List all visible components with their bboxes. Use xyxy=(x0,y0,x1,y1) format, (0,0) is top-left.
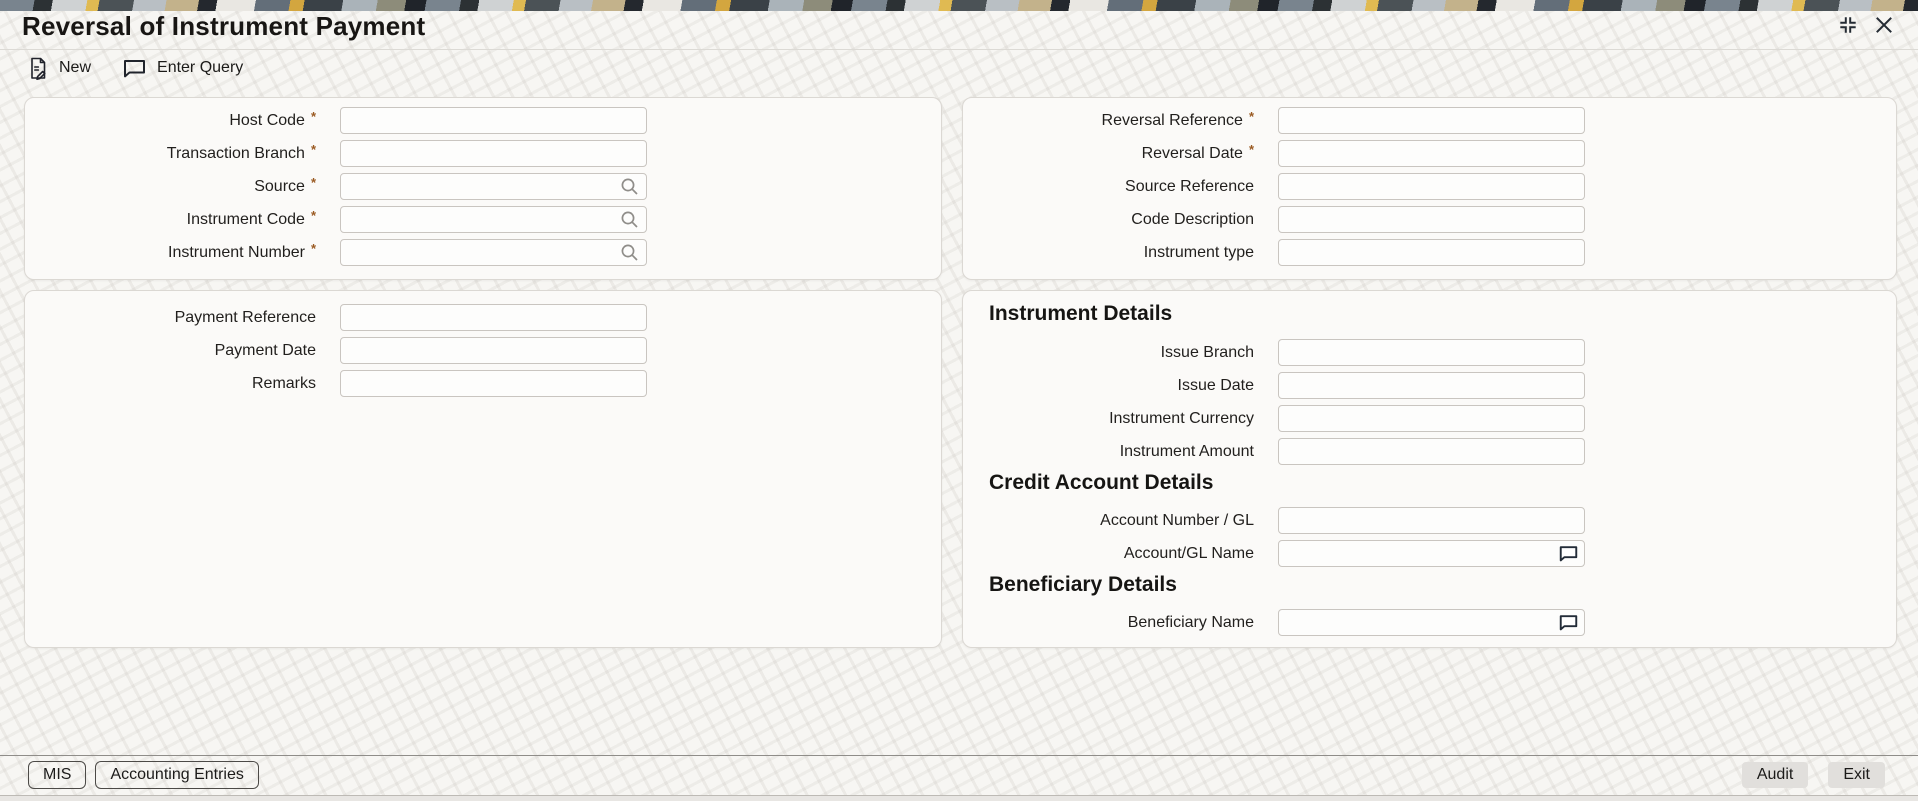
instrument-currency-label: Instrument Currency xyxy=(1109,409,1254,427)
form-row xyxy=(963,203,1896,236)
required-marker: * xyxy=(1248,141,1254,157)
form-row xyxy=(25,137,941,170)
form-row xyxy=(25,104,941,137)
message-bubble-icon[interactable] xyxy=(1558,614,1579,632)
required-marker: * xyxy=(310,207,316,223)
host-code-label: Host Code * xyxy=(229,108,316,129)
beneficiary-details-heading: Beneficiary Details xyxy=(989,573,1177,596)
bottom-strip xyxy=(0,796,1918,801)
footer-left-buttons xyxy=(28,761,259,789)
form-row xyxy=(963,336,1896,369)
required-marker: * xyxy=(310,108,316,124)
remarks-label: Remarks xyxy=(251,374,316,392)
code-description-label: Code Description xyxy=(1131,210,1254,228)
credit-account-details-heading: Credit Account Details xyxy=(989,471,1214,494)
payment-date-input[interactable] xyxy=(340,337,647,364)
audit-button[interactable]: Audit xyxy=(1742,762,1808,788)
issue-branch-label: Issue Branch xyxy=(1160,343,1254,361)
account-gl-name-label: Account/GL Name xyxy=(1123,544,1254,562)
exit-button[interactable]: Exit xyxy=(1828,762,1885,788)
instrument-currency-input[interactable] xyxy=(1278,405,1585,432)
required-marker: * xyxy=(310,174,316,190)
instrument-code-input[interactable] xyxy=(340,206,647,233)
panel-instrument-details xyxy=(962,290,1897,648)
host-code-input[interactable] xyxy=(340,107,647,134)
form-row xyxy=(25,170,941,203)
restore-window-icon[interactable] xyxy=(1837,14,1859,36)
form-row xyxy=(25,236,941,269)
source-reference-input[interactable] xyxy=(1278,173,1585,200)
remarks-input[interactable] xyxy=(340,370,647,397)
search-icon[interactable] xyxy=(619,242,641,264)
account-number-gl-input[interactable] xyxy=(1278,507,1585,534)
page-title: Reversal of Instrument Payment xyxy=(22,11,426,41)
panel-main-left xyxy=(24,97,942,280)
transaction-branch-label: Transaction Branch * xyxy=(166,141,316,162)
reversal-date-label: Reversal Date * xyxy=(1141,141,1254,162)
instrument-number-label: Instrument Number * xyxy=(168,240,316,261)
form-row xyxy=(25,301,941,334)
code-description-input[interactable] xyxy=(1278,206,1585,233)
enter-query-button-label: Enter Query xyxy=(157,59,244,76)
form-row xyxy=(963,435,1896,468)
panel-payment-details xyxy=(24,290,942,648)
issue-branch-input[interactable] xyxy=(1278,339,1585,366)
toolbar xyxy=(28,54,243,82)
footer-right-buttons xyxy=(1742,762,1885,788)
window-controls xyxy=(1837,13,1896,37)
instrument-number-input[interactable] xyxy=(340,239,647,266)
form-row xyxy=(25,334,941,367)
account-number-gl-label: Account Number / GL xyxy=(1100,511,1254,529)
form-row xyxy=(963,236,1896,269)
source-label: Source * xyxy=(254,174,316,195)
transaction-branch-input[interactable] xyxy=(340,140,647,167)
instrument-amount-input[interactable] xyxy=(1278,438,1585,465)
beneficiary-name-input[interactable] xyxy=(1278,609,1585,636)
form-row xyxy=(963,137,1896,170)
title-divider xyxy=(0,49,1918,50)
new-document-icon xyxy=(28,57,48,80)
search-icon[interactable] xyxy=(619,176,641,198)
required-marker: * xyxy=(310,141,316,157)
source-input[interactable] xyxy=(340,173,647,200)
reversal-reference-input[interactable] xyxy=(1278,107,1585,134)
enter-query-button[interactable] xyxy=(123,59,243,78)
required-marker: * xyxy=(1248,108,1254,124)
new-button-label: New xyxy=(59,59,92,76)
form-row xyxy=(25,367,941,400)
page-background-pattern xyxy=(0,0,1918,11)
issue-date-input[interactable] xyxy=(1278,372,1585,399)
footer-divider xyxy=(0,755,1918,756)
reversal-date-input[interactable] xyxy=(1278,140,1585,167)
beneficiary-name-label: Beneficiary Name xyxy=(1127,613,1254,631)
form-row xyxy=(963,504,1896,537)
account-gl-name-input[interactable] xyxy=(1278,540,1585,567)
form-row xyxy=(963,537,1896,570)
source-reference-label: Source Reference xyxy=(1125,177,1254,195)
reversal-reference-label: Reversal Reference * xyxy=(1101,108,1254,129)
accounting-entries-button[interactable]: Accounting Entries xyxy=(95,761,258,789)
message-bubble-icon[interactable] xyxy=(1558,545,1579,563)
mis-button[interactable]: MIS xyxy=(28,761,86,789)
form-row xyxy=(963,104,1896,137)
payment-date-label: Payment Date xyxy=(214,341,316,359)
payment-reference-input[interactable] xyxy=(340,304,647,331)
panel-main-right xyxy=(962,97,1897,280)
search-icon[interactable] xyxy=(619,209,641,231)
instrument-details-heading: Instrument Details xyxy=(989,302,1173,325)
instrument-type-label: Instrument type xyxy=(1143,243,1254,261)
speech-bubble-icon xyxy=(123,59,146,78)
issue-date-label: Issue Date xyxy=(1177,376,1254,394)
form-row xyxy=(25,203,941,236)
new-button[interactable] xyxy=(28,57,91,80)
instrument-type-input[interactable] xyxy=(1278,239,1585,266)
instrument-amount-label: Instrument Amount xyxy=(1119,442,1254,460)
form-row xyxy=(963,369,1896,402)
payment-reference-label: Payment Reference xyxy=(174,308,316,326)
form-row xyxy=(963,606,1896,639)
instrument-code-label: Instrument Code * xyxy=(186,207,316,228)
form-row xyxy=(963,402,1896,435)
form-row xyxy=(963,170,1896,203)
required-marker: * xyxy=(310,240,316,256)
close-icon[interactable] xyxy=(1872,13,1896,37)
